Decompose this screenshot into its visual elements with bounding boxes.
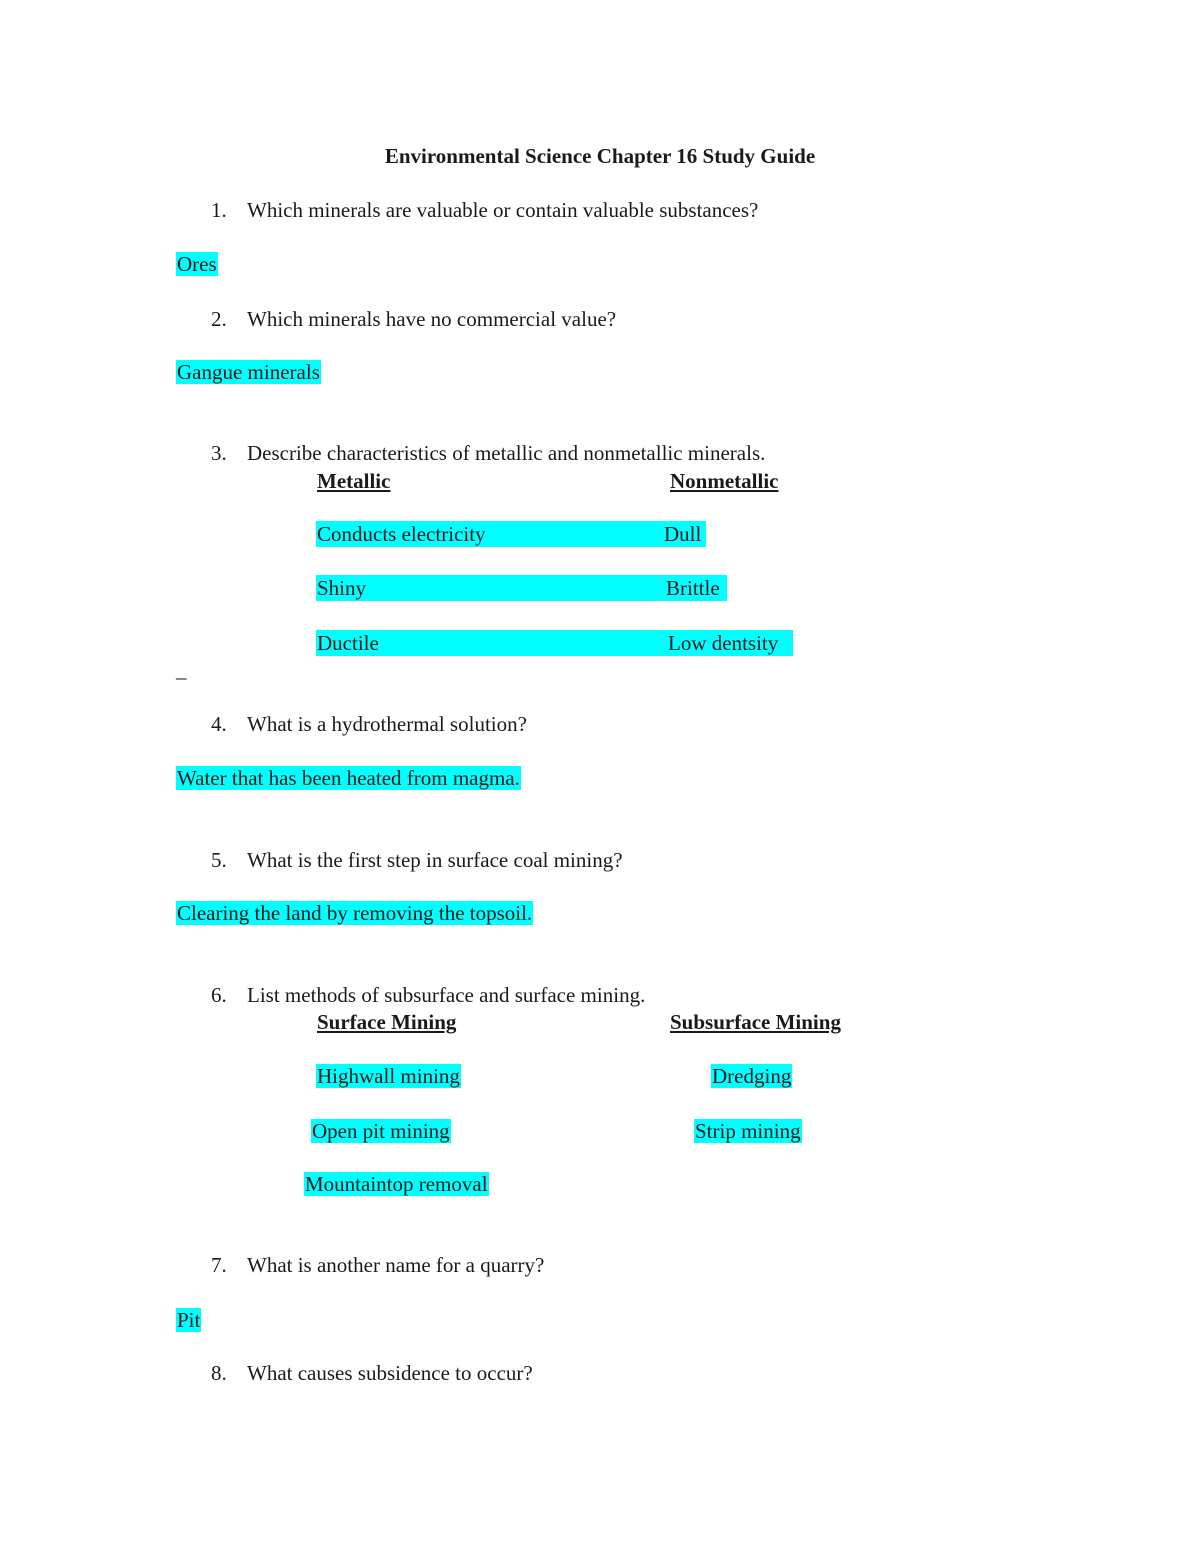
subsurface-mining-header: Subsurface Mining — [670, 1010, 841, 1034]
surface-method: Mountaintop removal — [305, 1172, 488, 1196]
question-7-number: 7. — [211, 1253, 227, 1277]
surface-mining-header: Surface Mining — [317, 1010, 457, 1034]
question-3-number: 3. — [211, 441, 227, 465]
question-8-number: 8. — [211, 1361, 227, 1385]
page-title: Environmental Science Chapter 16 Study Guide — [384, 144, 816, 168]
question-8-text: What causes subsidence to occur? — [247, 1361, 533, 1385]
question-1-number: 1. — [211, 198, 227, 222]
question-5-number: 5. — [211, 848, 227, 872]
surface-method: Highwall mining — [317, 1064, 460, 1088]
metallic-header: Metallic — [317, 469, 391, 493]
question-7-text: What is another name for a quarry? — [247, 1253, 545, 1277]
surface-method: Open pit mining — [312, 1119, 450, 1143]
question-6-text: List methods of subsurface and surface mining. — [247, 983, 646, 1007]
answer-7: Pit — [177, 1308, 201, 1332]
subsurface-method: Strip mining — [695, 1119, 801, 1143]
answer-5: Clearing the land by removing the topsoil. — [177, 901, 533, 925]
nonmetallic-item: Low dentsity — [668, 631, 779, 655]
answer-2: Gangue minerals — [177, 360, 320, 384]
metallic-item: Ductile — [317, 631, 379, 655]
subsurface-method: Dredging — [712, 1064, 792, 1088]
question-2-number: 2. — [211, 307, 227, 331]
stray-dash: – — [176, 665, 187, 689]
nonmetallic-item: Dull — [664, 522, 702, 546]
question-2-text: Which minerals have no commercial value? — [247, 307, 617, 331]
nonmetallic-item: Brittle — [666, 576, 720, 600]
answer-4: Water that has been heated from magma. — [177, 766, 520, 790]
question-4-text: What is a hydrothermal solution? — [247, 712, 527, 736]
nonmetallic-header: Nonmetallic — [670, 469, 779, 493]
metallic-item: Conducts electricity — [317, 522, 486, 546]
question-5-text: What is the first step in surface coal mining? — [247, 848, 623, 872]
question-6-number: 6. — [211, 983, 227, 1007]
question-1-text: Which minerals are valuable or contain valuable substances? — [247, 198, 759, 222]
metallic-item: Shiny — [317, 576, 367, 600]
question-4-number: 4. — [211, 712, 227, 736]
question-3-text: Describe characteristics of metallic and nonmetallic minerals. — [247, 441, 766, 465]
answer-1: Ores — [177, 252, 217, 276]
